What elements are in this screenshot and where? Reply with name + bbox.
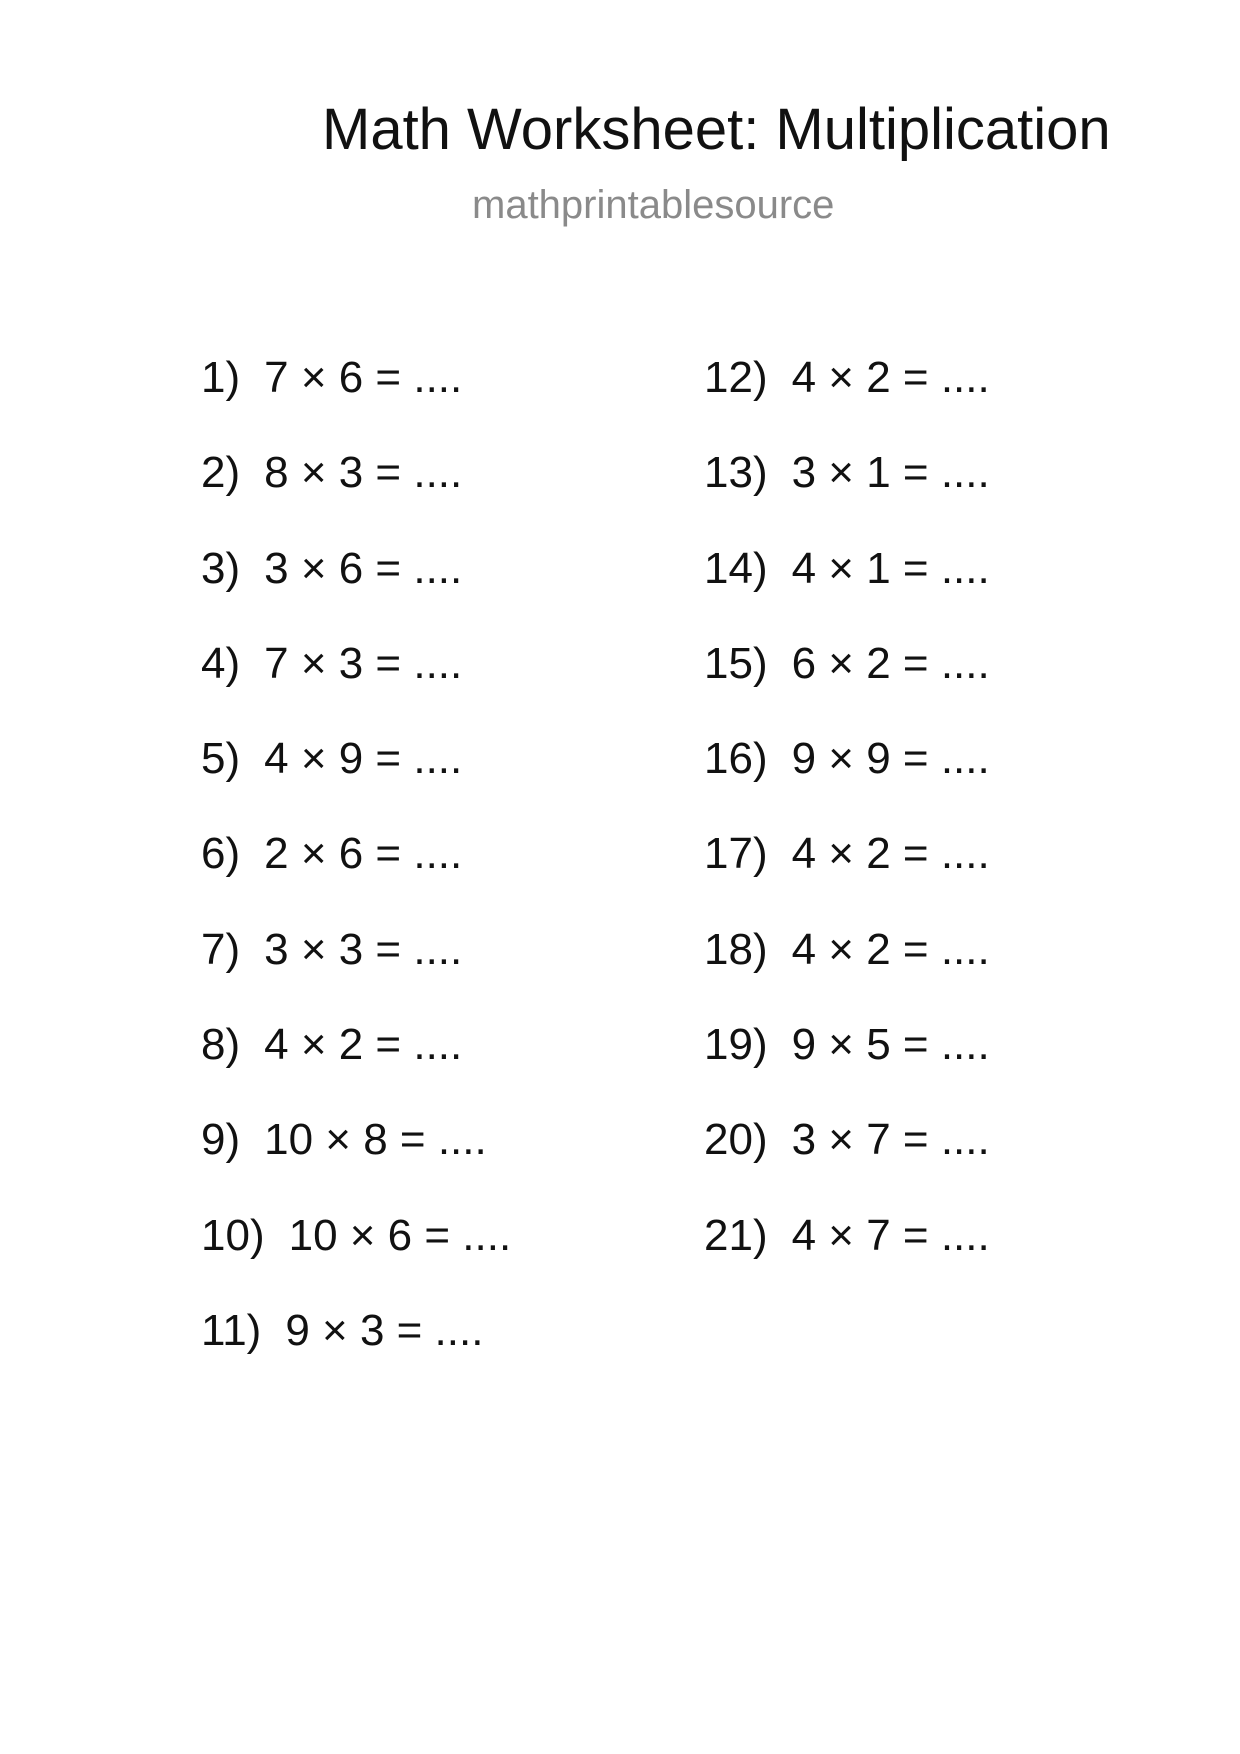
problem-number: 11)	[201, 1305, 262, 1355]
problem-expression: 3 × 3 = ....	[264, 924, 463, 974]
problem-expression: 8 × 3 = ....	[264, 448, 463, 498]
problem-item	[704, 1210, 990, 1305]
problem-expression: 4 × 2 = ....	[791, 829, 990, 879]
problem-item	[704, 1019, 990, 1114]
problem-number: 6)	[201, 829, 241, 879]
problem-number: 10)	[201, 1210, 265, 1260]
problem-expression: 2 × 6 = ....	[264, 829, 463, 879]
problem-number: 16)	[704, 734, 768, 784]
problem-expression: 4 × 7 = ....	[791, 1210, 990, 1260]
worksheet-subtitle: mathprintablesource	[472, 183, 835, 227]
problem-expression: 3 × 7 = ....	[791, 1115, 990, 1165]
problem-item	[704, 733, 990, 828]
problem-item	[201, 543, 511, 638]
problem-item	[704, 638, 990, 733]
problem-expression: 4 × 2 = ....	[791, 924, 990, 974]
problem-item	[201, 352, 511, 447]
problem-expression: 3 × 1 = ....	[791, 448, 990, 498]
problem-number: 15)	[704, 638, 768, 688]
problem-number: 20)	[704, 1115, 768, 1165]
problem-expression: 6 × 2 = ....	[791, 638, 990, 688]
problem-expression: 7 × 6 = ....	[264, 353, 463, 402]
problem-item	[201, 1019, 511, 1114]
problem-expression: 10 × 6 = ....	[288, 1210, 512, 1260]
problem-item	[704, 828, 990, 923]
problem-expression: 10 × 8 = ....	[264, 1115, 487, 1165]
problem-item	[201, 924, 511, 1019]
problem-expression: 4 × 2 = ....	[791, 353, 990, 402]
problem-item	[201, 733, 511, 828]
problem-item	[201, 1114, 511, 1209]
problem-item	[704, 924, 990, 1019]
problem-item	[201, 1305, 511, 1400]
problem-expression: 7 × 3 = ....	[264, 638, 463, 688]
problem-column-right	[704, 352, 990, 1305]
problem-expression: 4 × 2 = ....	[264, 1020, 463, 1070]
problem-number: 19)	[704, 1020, 768, 1070]
problem-number: 9)	[201, 1115, 241, 1165]
problem-number: 13)	[704, 448, 768, 498]
problem-number: 21)	[704, 1210, 768, 1260]
problem-item	[201, 447, 511, 542]
problem-expression: 4 × 9 = ....	[264, 734, 463, 784]
problem-number: 12)	[704, 353, 768, 402]
problem-number: 7)	[201, 924, 241, 974]
problem-item	[201, 1210, 511, 1305]
problem-expression: 9 × 3 = ....	[285, 1305, 484, 1355]
problem-expression: 3 × 6 = ....	[264, 543, 463, 593]
problem-number: 8)	[201, 1020, 241, 1070]
problem-item	[201, 638, 511, 733]
problem-expression: 9 × 5 = ....	[791, 1020, 990, 1070]
problem-number: 2)	[201, 448, 241, 498]
problem-number: 3)	[201, 543, 241, 593]
problem-number: 1)	[201, 353, 241, 402]
problem-item	[704, 543, 990, 638]
problem-number: 18)	[704, 924, 768, 974]
problem-number: 14)	[704, 543, 768, 593]
problem-number: 4)	[201, 638, 241, 688]
problem-column-left	[201, 352, 511, 1400]
problem-item	[704, 1114, 990, 1209]
problem-item	[201, 828, 511, 923]
problem-expression: 4 × 1 = ....	[791, 543, 990, 593]
problem-item	[704, 352, 990, 447]
problem-item	[704, 447, 990, 542]
worksheet-title: Math Worksheet: Multiplication	[322, 97, 1111, 162]
problem-expression: 9 × 9 = ....	[791, 734, 990, 784]
problem-number: 5)	[201, 734, 241, 784]
problem-number: 17)	[704, 829, 768, 879]
